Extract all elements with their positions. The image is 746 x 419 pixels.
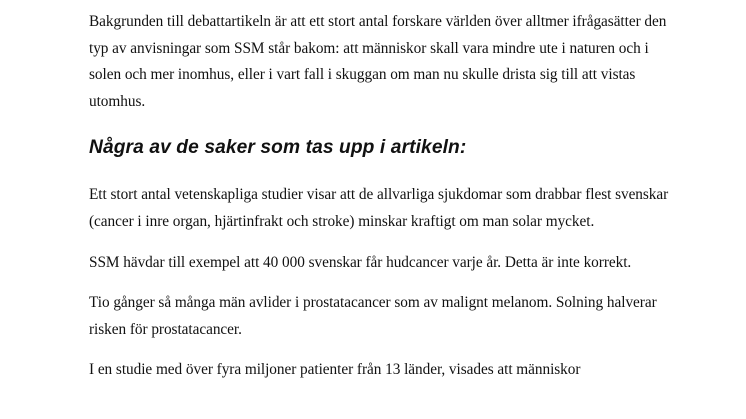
- paragraph-prostate-cancer: Tio gånger så många män avlider i prostatacancer som av malignt melanom. Solning halverar risken för prostatacancer.: [89, 294, 657, 338]
- article-body: [89, 9, 669, 384]
- paragraph-studies: Ett stort antal vetenskapliga studier visar att de allvarliga sjukdomar som drabbar flest svenskar (cancer i inre organ, hjärtinfrakt och stroke) minskar kraftigt om man solar mycket.: [89, 186, 669, 230]
- paragraph-ssm-claim: SSM hävdar till exempel att 40 000 svenskar får hudcancer varje år. Detta är inte korrekt.: [89, 253, 632, 271]
- section-heading: Några av de saker som tas upp i artikeln:: [89, 137, 467, 159]
- paragraph-study-cutoff: I en studie med över fyra miljoner patienter från 13 länder, visades att människor: [89, 361, 581, 379]
- intro-paragraph: Bakgrunden till debattartikeln är att ett stort antal forskare världen över alltmer ifrågasätter den typ av anvisningar som SSM står bakom: att människor skall vara mindre ute i naturen och i solen och mer inomhus, eller i vart fall i skuggan om man nu skulle drista sig till att vistas utomhus.: [89, 13, 667, 110]
